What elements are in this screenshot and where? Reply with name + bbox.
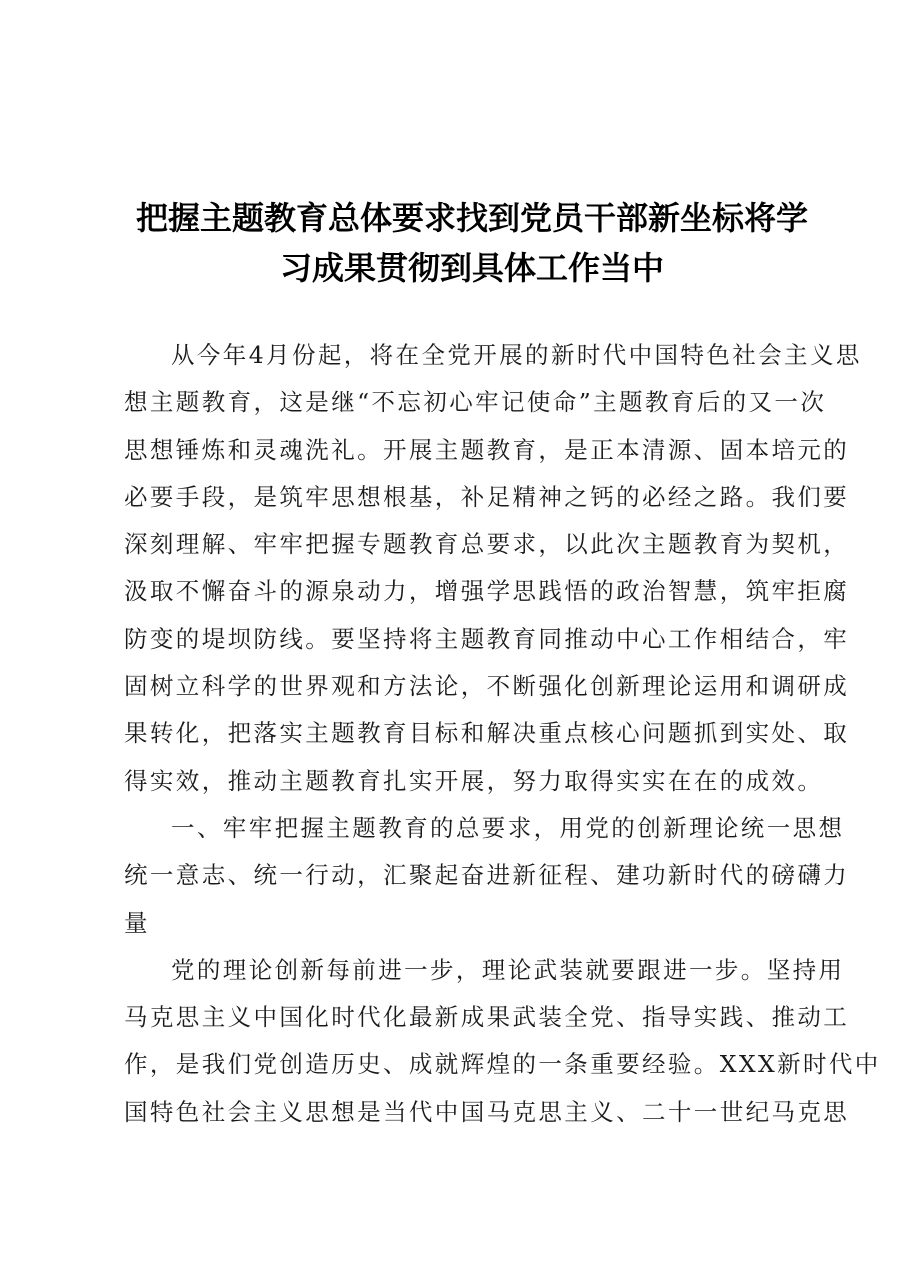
paragraph-line: 汲取不懈奋斗的源泉动力，增强学思践悟的政治智慧，筑牢拒腐 bbox=[124, 577, 850, 606]
paragraph-line: 得实效，推动主题教育扎实开展，努力取得实实在在的成效。 bbox=[124, 766, 824, 795]
paragraph-line: 深刻理解、牢牢把握专题教育总要求，以此次主题教育为契机， bbox=[124, 530, 850, 559]
title-line: 习成果贯彻到具体工作当中 bbox=[279, 249, 664, 287]
paragraph-line: 想主题教育，这是继“不忘初心牢记使命”主题教育后的又一次 bbox=[124, 388, 827, 417]
paragraph-line: 果转化，把落实主题教育目标和解决重点核心问题抓到实处、取 bbox=[124, 719, 850, 748]
document-title bbox=[112, 193, 832, 293]
paragraph-line: 防变的堤坝防线。要坚持将主题教育同推动中心工作相结合，牢 bbox=[124, 624, 850, 653]
paragraph-line: 必要手段，是筑牢思想根基，补足精神之钙的必经之路。我们要 bbox=[124, 482, 850, 511]
paragraph-line: 思想锤炼和灵魂洗礼。开展主题教育，是正本清源、固本培元的 bbox=[124, 435, 850, 464]
paragraph-line: 国特色社会主义思想是当代中国马克思主义、二十一世纪马克思 bbox=[124, 1097, 850, 1126]
section-heading-line: 一、牢牢把握主题教育的总要求，用党的创新理论统一思想 bbox=[171, 813, 845, 842]
section-heading-line: 量 bbox=[124, 908, 150, 937]
paragraph-line: 固树立科学的世界观和方法论，不断强化创新理论运用和调研成 bbox=[124, 672, 850, 701]
title-line: 把握主题教育总体要求找到党员干部新坐标将学 bbox=[135, 199, 808, 237]
paragraph-line: 作，是我们党创造历史、成就辉煌的一条重要经验。XXX新时代中 bbox=[124, 1050, 881, 1079]
paragraph-line: 从今年4月份起，将在全党开展的新时代中国特色社会主义思 bbox=[171, 341, 862, 369]
paragraph-line: 马克思主义中国化时代化最新成果武装全党、指导实践、推动工 bbox=[124, 1003, 850, 1032]
section-heading-line: 统一意志、统一行动，汇聚起奋进新征程、建功新时代的磅礴力 bbox=[124, 861, 850, 890]
paragraph-line: 党的理论创新每前进一步，理论武装就要跟进一步。坚持用 bbox=[171, 955, 845, 984]
document-body bbox=[124, 332, 881, 1136]
